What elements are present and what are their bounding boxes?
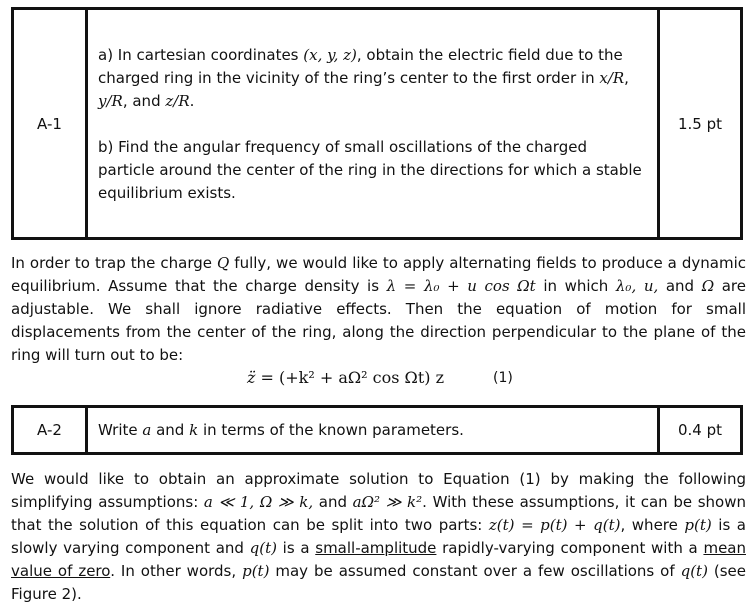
paragraph-approximation: We would like to obtain an approximate solution to Equation (1) by making the following simplifying assumptions: a ≪ 1, Ω ≫ k, and aΩ² ≫ k². With these assumptions, it can be shown that the solution of this equation can be split into two parts: z(t) = p(t) + q(t), where p(t) is a slowly varying component and q(t) is a small-amplitude rapidly-varying component with a mean value of zero. In other words, p(t) may be assumed constant over a few oscillations of q(t) (see Figure 2). — [11, 470, 747, 603]
task-a2-content: Write a and k in terms of the known parameters. — [88, 408, 660, 452]
underlined-small-amplitude: small-amplitude — [315, 539, 437, 557]
task-a2-points: 0.4 pt — [677, 421, 723, 439]
equation-number: (1) — [493, 370, 513, 386]
task-a1-box — [11, 7, 743, 240]
equation-body: z̈ = (+k² + aΩ² cos Ωt) z — [247, 368, 444, 387]
task-a2-label: A-2 — [14, 408, 88, 452]
task-a1-part-a: a) In cartesian coordinates (x, y, z), obtain the electric field due to the charged ring in the vicinity of the ring’s center to the first order in x/R, y/R, and z/R. — [98, 46, 629, 110]
task-a1-label: A-1 — [14, 10, 88, 237]
task-a2-box — [11, 405, 743, 455]
task-a1-part-b: b) Find the angular frequency of small oscillations of the charged particle around the center of the ring in the directions for which a stable equilibrium exists. — [98, 138, 642, 202]
equation-1 — [0, 368, 755, 392]
underlined-mean-value-zero: mean value of zero — [11, 539, 746, 580]
task-a1-content — [88, 10, 660, 237]
paragraph-intro: In order to trap the charge Q fully, we would like to apply alternating fields to produce a dynamic equilibrium. Assume that the charge density is λ = λ₀ + u cos Ωt in which λ₀, u, and Ω are adjustable. We shall ignore radiative effects. Then the equation of motion for small displacements from the center of the ring, along the direction perpendicular to the plane of the ring will turn out to be: — [11, 254, 746, 364]
task-a1-points: 1.5 pt — [677, 114, 723, 133]
